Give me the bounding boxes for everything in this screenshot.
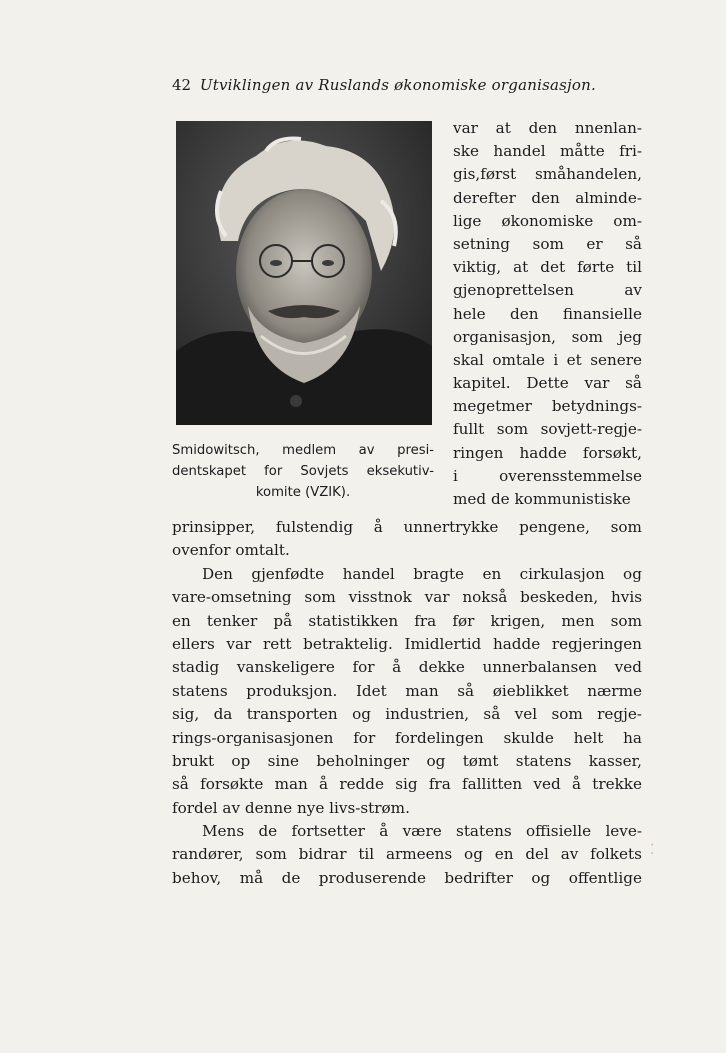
caption-line: komite (VZIK). bbox=[255, 485, 351, 500]
word: stadig bbox=[172, 658, 220, 677]
word: om- bbox=[613, 211, 642, 230]
word: til bbox=[358, 845, 375, 864]
word: og bbox=[531, 868, 551, 887]
word: fallitten bbox=[461, 775, 523, 794]
word: som bbox=[571, 327, 603, 346]
caption-line bbox=[172, 461, 434, 482]
portrait-photo bbox=[176, 121, 432, 425]
text-line bbox=[453, 326, 642, 349]
word: i bbox=[553, 350, 559, 369]
word: en bbox=[482, 564, 502, 583]
word: derefter bbox=[453, 188, 516, 207]
word: den bbox=[510, 304, 539, 323]
word: forsøkt, bbox=[582, 443, 642, 462]
word: betydnings- bbox=[551, 397, 642, 416]
word: folkets bbox=[590, 845, 642, 864]
word: nærme bbox=[587, 681, 642, 700]
word: hvis bbox=[610, 588, 642, 607]
word: bragte bbox=[413, 564, 465, 583]
word: trekke bbox=[592, 775, 642, 794]
word: for bbox=[264, 464, 283, 479]
page-stain-mark: ⁚ bbox=[650, 842, 655, 858]
word: Sovjets bbox=[300, 464, 349, 479]
word: krigen, bbox=[490, 611, 546, 630]
word: jeg bbox=[618, 327, 642, 346]
word: randører, bbox=[172, 845, 244, 864]
text-line bbox=[172, 586, 642, 609]
word: sig, bbox=[172, 705, 200, 724]
side-column-text bbox=[453, 117, 642, 511]
word: å bbox=[392, 658, 402, 677]
word: finansielle bbox=[562, 304, 642, 323]
word: gis,først bbox=[453, 165, 517, 184]
word: transporten bbox=[246, 705, 338, 724]
text-line bbox=[172, 727, 642, 750]
word: nokså bbox=[462, 588, 508, 607]
word: må bbox=[239, 868, 264, 887]
word: beholninger bbox=[316, 751, 410, 770]
word: da bbox=[213, 705, 233, 724]
word: vel bbox=[514, 705, 538, 724]
word: så bbox=[457, 681, 475, 700]
word: senere bbox=[590, 350, 642, 369]
word: var bbox=[453, 119, 478, 137]
word: de bbox=[258, 822, 278, 841]
word: fra bbox=[414, 611, 437, 630]
word: cirkulasjon bbox=[519, 564, 605, 583]
word: for bbox=[353, 728, 376, 747]
word: produksjon. bbox=[246, 681, 338, 700]
word: rett bbox=[263, 634, 292, 653]
word: sine bbox=[267, 751, 299, 770]
text-line bbox=[453, 163, 642, 186]
word: sovjett-regje- bbox=[540, 420, 642, 439]
word: brukt bbox=[172, 751, 215, 770]
word: hadde bbox=[492, 634, 541, 653]
word: alminde- bbox=[575, 188, 642, 207]
text-line bbox=[453, 395, 642, 418]
word: visstnok bbox=[348, 588, 412, 607]
word: statens bbox=[515, 751, 572, 770]
word: fri- bbox=[619, 142, 642, 161]
word: man bbox=[405, 681, 439, 700]
word: fra bbox=[428, 775, 451, 794]
text-line bbox=[172, 773, 642, 796]
word: organisasjon, bbox=[453, 327, 556, 346]
word: å bbox=[571, 775, 581, 794]
word: være bbox=[402, 822, 442, 841]
text-line bbox=[172, 680, 642, 703]
word: var bbox=[226, 634, 252, 653]
word: måtte bbox=[560, 142, 605, 161]
text-line bbox=[453, 256, 642, 279]
text-line bbox=[453, 187, 642, 210]
running-title: Utviklingen av Ruslands økonomiske organisasjon. bbox=[199, 76, 596, 94]
body-text bbox=[172, 516, 642, 890]
word: som bbox=[532, 234, 564, 253]
word: å bbox=[379, 822, 389, 841]
word: så bbox=[625, 374, 642, 393]
text-line bbox=[453, 140, 642, 163]
word: op bbox=[231, 751, 251, 770]
word: som bbox=[496, 420, 529, 439]
word: som bbox=[610, 518, 642, 536]
word: statens bbox=[456, 822, 512, 841]
word: handel bbox=[493, 142, 546, 161]
word: omtale bbox=[492, 350, 545, 369]
text-line bbox=[453, 372, 642, 395]
word: unnertrykke bbox=[403, 518, 499, 536]
text-line bbox=[453, 442, 642, 465]
word: at bbox=[495, 119, 511, 137]
word: som bbox=[255, 845, 287, 864]
text-line bbox=[172, 820, 642, 843]
word: de bbox=[281, 868, 301, 887]
word: rings-organisasjonen bbox=[172, 728, 334, 747]
word: av bbox=[560, 845, 579, 864]
word: en bbox=[494, 845, 514, 864]
text-line bbox=[453, 349, 642, 372]
word: forsøkte bbox=[200, 775, 264, 794]
text-line bbox=[172, 633, 642, 656]
word: setning bbox=[453, 234, 511, 253]
text-line bbox=[453, 303, 642, 326]
word: ha bbox=[623, 728, 642, 747]
word: før bbox=[452, 611, 475, 630]
word: gjenoprettelsen bbox=[453, 281, 574, 300]
word: for bbox=[352, 658, 375, 677]
word: den bbox=[531, 188, 560, 207]
word: eksekutiv- bbox=[366, 464, 434, 479]
word: småhandelen, bbox=[534, 165, 642, 184]
word: beskeden, bbox=[520, 588, 599, 607]
word: hele bbox=[453, 304, 486, 323]
word: Smidowitsch, bbox=[172, 443, 260, 458]
word: som bbox=[610, 611, 642, 630]
text-line bbox=[172, 656, 642, 679]
word: betraktelig. bbox=[303, 634, 393, 653]
word: ellers bbox=[172, 634, 215, 653]
word: til bbox=[626, 258, 642, 277]
word: behov, bbox=[172, 868, 222, 887]
text-line: ovenfor omtalt. bbox=[172, 541, 290, 560]
word: dentskapet bbox=[172, 464, 247, 479]
word: og bbox=[464, 845, 483, 864]
word: som bbox=[304, 588, 336, 607]
word: den bbox=[528, 119, 558, 137]
word: handel bbox=[342, 564, 395, 583]
word: helt bbox=[573, 728, 604, 747]
word: leve- bbox=[605, 822, 642, 841]
word: man bbox=[274, 775, 308, 794]
word: Mens bbox=[202, 822, 245, 841]
word: fordelingen bbox=[394, 728, 484, 747]
word: på bbox=[273, 611, 293, 630]
word: unnerbalansen bbox=[482, 658, 598, 677]
word: er bbox=[586, 234, 603, 253]
word: tenker bbox=[206, 611, 258, 630]
word: å bbox=[319, 775, 329, 794]
word: regje- bbox=[597, 705, 642, 724]
running-header bbox=[172, 76, 622, 94]
caption-line bbox=[172, 440, 434, 461]
word: var bbox=[424, 588, 450, 607]
word: nnenlan- bbox=[574, 119, 642, 137]
portrait-photo-icon bbox=[176, 121, 432, 425]
text-line bbox=[453, 117, 642, 140]
word: hadde bbox=[519, 443, 567, 462]
word: vanskeligere bbox=[236, 658, 335, 677]
word: tømt bbox=[462, 751, 499, 770]
word: fortsetter bbox=[291, 822, 365, 841]
word: ske bbox=[453, 142, 479, 161]
word: og bbox=[623, 564, 642, 583]
word: redde bbox=[339, 775, 384, 794]
word: statistikken bbox=[308, 611, 399, 630]
word: en bbox=[172, 611, 191, 630]
word: pengene, bbox=[519, 518, 590, 536]
word: medlem bbox=[282, 443, 337, 458]
word: Imidlertid bbox=[404, 634, 482, 653]
word: kapitel. bbox=[453, 374, 511, 393]
word: og bbox=[426, 751, 446, 770]
word: armeens bbox=[385, 845, 453, 864]
word: prinsipper, bbox=[172, 518, 256, 536]
word: Den bbox=[202, 564, 233, 583]
word: at bbox=[513, 258, 529, 277]
word: dekke bbox=[418, 658, 465, 677]
word: Dette bbox=[526, 374, 569, 393]
word: fullt bbox=[453, 420, 485, 439]
text-line bbox=[453, 465, 642, 488]
text-line bbox=[172, 703, 642, 726]
photo-caption bbox=[172, 440, 434, 503]
word: offisielle bbox=[525, 822, 592, 841]
word: et bbox=[566, 350, 582, 369]
word: ringen bbox=[453, 443, 504, 462]
word: bedrifter bbox=[444, 868, 513, 887]
word: kasser, bbox=[588, 751, 642, 770]
text-line bbox=[172, 843, 642, 866]
word: industrien, bbox=[385, 705, 470, 724]
word: å bbox=[373, 518, 383, 536]
word: bidrar bbox=[298, 845, 347, 864]
word: men bbox=[561, 611, 595, 630]
word: lige bbox=[453, 211, 482, 230]
word: offentlige bbox=[568, 868, 642, 887]
word: fulstendig bbox=[275, 518, 354, 536]
word: statens bbox=[172, 681, 228, 700]
word: viktig, bbox=[453, 258, 502, 277]
word: øieblikket bbox=[492, 681, 569, 700]
word: skal bbox=[453, 350, 484, 369]
word: så bbox=[625, 234, 642, 253]
word: som bbox=[551, 705, 583, 724]
word: produserende bbox=[318, 868, 426, 887]
word: del bbox=[525, 845, 549, 864]
word: det bbox=[540, 258, 566, 277]
word: Idet bbox=[355, 681, 387, 700]
page-number: 42 bbox=[172, 76, 192, 94]
text-line bbox=[453, 233, 642, 256]
word: gjenfødte bbox=[251, 564, 325, 583]
word: ved bbox=[533, 775, 561, 794]
word: så bbox=[172, 775, 189, 794]
text-line bbox=[172, 750, 642, 773]
text-line bbox=[453, 418, 642, 441]
word: skulde bbox=[503, 728, 554, 747]
word: sig bbox=[395, 775, 418, 794]
word: megetmer bbox=[453, 397, 532, 416]
word: vare-omsetning bbox=[172, 588, 292, 607]
word: og bbox=[352, 705, 371, 724]
word: presi- bbox=[397, 443, 434, 458]
word: økonomiske bbox=[501, 211, 594, 230]
word: i bbox=[453, 466, 458, 485]
word: ved bbox=[614, 658, 642, 677]
text-line: med de kommunistiske bbox=[453, 490, 631, 508]
word: regjeringen bbox=[551, 634, 642, 653]
text-line bbox=[453, 279, 642, 302]
word: av bbox=[624, 281, 642, 300]
text-line bbox=[172, 867, 642, 890]
text-line bbox=[172, 610, 642, 633]
word: av bbox=[358, 443, 375, 458]
word: var bbox=[584, 374, 610, 393]
text-line bbox=[172, 563, 642, 586]
word: førte bbox=[577, 258, 615, 277]
text-line bbox=[453, 210, 642, 233]
text-line: fordel av denne nye livs-strøm. bbox=[172, 798, 410, 817]
text-line bbox=[172, 516, 642, 539]
word: overensstemmelse bbox=[499, 466, 642, 485]
word: så bbox=[483, 705, 501, 724]
